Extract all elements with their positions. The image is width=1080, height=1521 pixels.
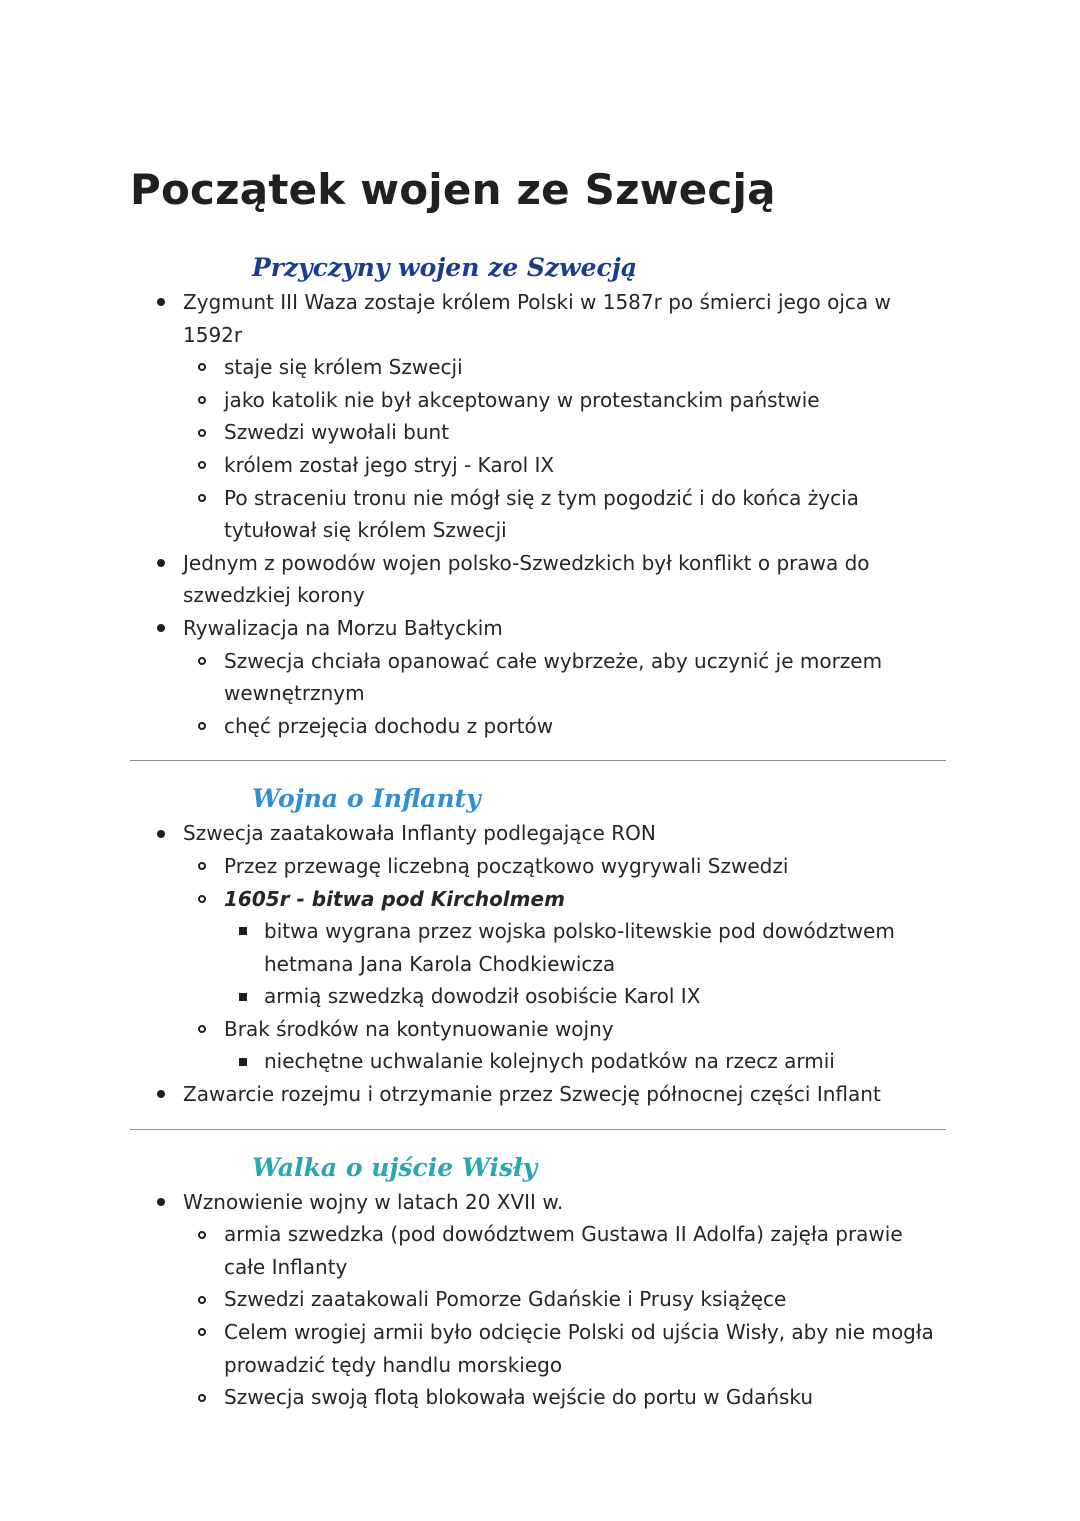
list-item: niechętne uchwalanie kolejnych podatków na rzecz armii: [130, 1045, 946, 1078]
list-item: Brak środków na kontynuowanie wojny: [130, 1013, 946, 1046]
bullet-circle-icon: [198, 384, 206, 417]
causes-list: [130, 286, 946, 742]
list-item: Celem wrogiej armii było odcięcie Polski od ujścia Wisły, aby nie mogła prowadzić tędy handlu morskiego: [130, 1316, 946, 1381]
bullet-circle-icon: [198, 351, 206, 384]
bullet-disc-icon: [157, 547, 165, 580]
list-item: Wznowienie wojny w latach 20 XVII w.: [130, 1186, 946, 1219]
section-heading-vistula: Walka o ujście Wisły: [252, 1152, 538, 1182]
bullet-circle-icon: [198, 645, 206, 678]
list-item: Szwedzi zaatakowali Pomorze Gdańskie i Prusy książęce: [130, 1283, 946, 1316]
bullet-circle-icon: [198, 1283, 206, 1316]
bullet-disc-icon: [157, 612, 165, 645]
livonia-list: [130, 817, 946, 1110]
list-item: armią szwedzką dowodził osobiście Karol IX: [130, 980, 946, 1013]
bullet-circle-icon: [198, 1381, 206, 1414]
document-page: [130, 158, 946, 1414]
bullet-disc-icon: [157, 1078, 165, 1111]
list-item: Szwedzi wywołali bunt: [130, 416, 946, 449]
list-item: królem został jego stryj - Karol IX: [130, 449, 946, 482]
bullet-square-icon: [239, 1045, 247, 1078]
bullet-disc-icon: [157, 286, 165, 319]
bullet-circle-icon: [198, 482, 206, 515]
list-item: Szwecja swoją flotą blokowała wejście do portu w Gdańsku: [130, 1381, 946, 1414]
page-title: Początek wojen ze Szwecją: [130, 165, 776, 214]
bullet-disc-icon: [157, 817, 165, 850]
list-item: staje się królem Szwecji: [130, 351, 946, 384]
list-item: Zawarcie rozejmu i otrzymanie przez Szwecję północnej części Inflant: [130, 1078, 946, 1111]
section-heading-livonia: Wojna o Inflanty: [252, 784, 481, 814]
bullet-circle-icon: [198, 1218, 206, 1251]
bullet-circle-icon: [198, 1316, 206, 1349]
bullet-circle-icon: [198, 1013, 206, 1046]
list-item: Zygmunt III Waza zostaje królem Polski w 1587r po śmierci jego ojca w 1592r: [130, 286, 946, 351]
bullet-disc-icon: [157, 1186, 165, 1219]
list-item: [130, 883, 946, 916]
list-item: Jednym z powodów wojen polsko-Szwedzkich był konflikt o prawa do szwedzkiej korony: [130, 547, 946, 612]
list-item: chęć przejęcia dochodu z portów: [130, 710, 946, 743]
section-divider: [130, 760, 946, 761]
list-item: Szwecja zaatakowała Inflanty podlegające RON: [130, 817, 946, 850]
bullet-circle-icon: [198, 449, 206, 482]
vistula-list: [130, 1186, 946, 1414]
list-item: bitwa wygrana przez wojska polsko-litewskie pod dowództwem hetmana Jana Karola Chodkiewicza: [130, 915, 946, 980]
bullet-circle-icon: [198, 850, 206, 883]
section-heading-causes: Przyczyny wojen ze Szwecją: [252, 253, 638, 282]
bullet-circle-icon: [198, 416, 206, 449]
list-item: Szwecja chciała opanować całe wybrzeże, aby uczynić je morzem wewnętrznym: [130, 645, 946, 710]
bullet-square-icon: [239, 980, 247, 1013]
list-item: Po straceniu tronu nie mógł się z tym pogodzić i do końca życia tytułował się królem Szwecji: [130, 482, 946, 547]
list-item: Rywalizacja na Morzu Bałtyckim: [130, 612, 946, 645]
list-item: jako katolik nie był akceptowany w protestanckim państwie: [130, 384, 946, 417]
list-item: Przez przewagę liczebną początkowo wygrywali Szwedzi: [130, 850, 946, 883]
list-item: armia szwedzka (pod dowództwem Gustawa II Adolfa) zajęła prawie całe Inflanty: [130, 1218, 946, 1283]
section-divider: [130, 1129, 946, 1130]
bullet-square-icon: [239, 915, 247, 948]
bullet-circle-icon: [198, 883, 206, 916]
battle-kircholm-label: 1605r - bitwa pod Kircholmem: [224, 886, 565, 911]
bullet-circle-icon: [198, 710, 206, 743]
